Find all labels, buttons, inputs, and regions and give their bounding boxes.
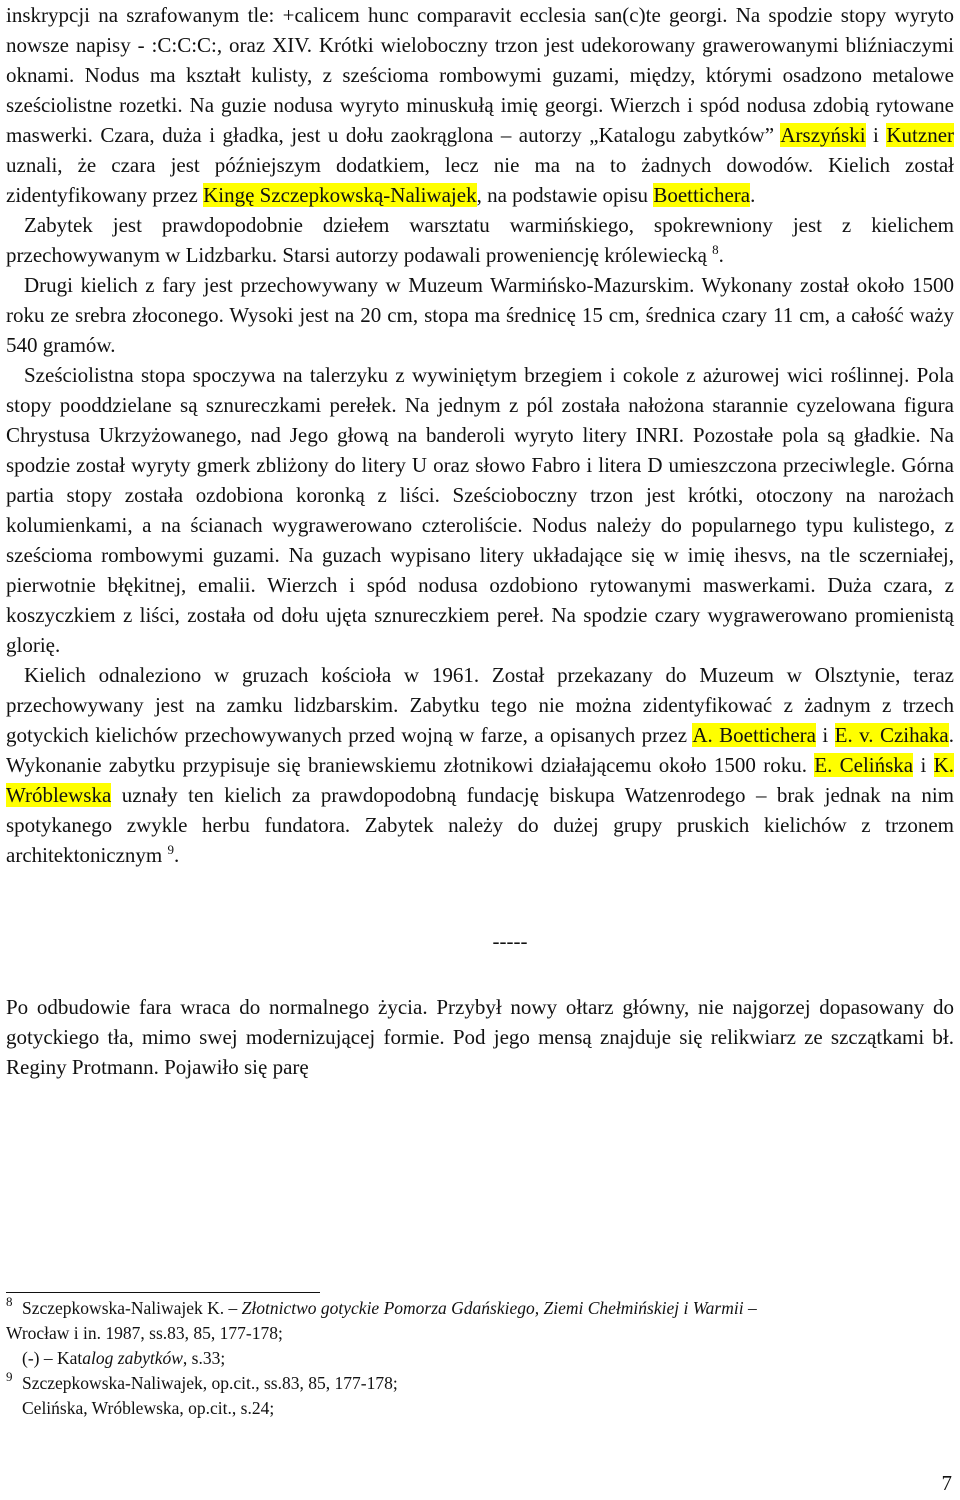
paragraph-chalice-one <box>6 0 954 210</box>
text-run: . <box>750 183 756 207</box>
quoted-title: „Katalogu zabytków” <box>589 123 775 147</box>
footnote-number: 8 <box>6 1294 13 1309</box>
footnote-author: Szczepkowska-Naliwajek K. – <box>22 1298 242 1318</box>
section-separator: ----- <box>492 929 528 953</box>
text-run: . <box>718 243 724 267</box>
text-run: . <box>174 843 180 867</box>
highlighted-name-boetticher: A. Boettichera <box>692 723 816 747</box>
highlighted-name-wroblewska: K. Wróblewska <box>6 753 954 807</box>
footnote-divider <box>6 1292 320 1293</box>
footnote-ref-8[interactable]: 8 <box>712 242 719 257</box>
text-run: i <box>913 753 934 777</box>
highlighted-name-czihak: E. v. Czihaka <box>834 723 949 747</box>
footnote-title: Złotnictwo gotyckie Pomorza Gdańskiego, Ziemi Chełmińskiej i Warmii <box>241 1298 744 1318</box>
footnote-9 <box>6 1371 954 1421</box>
highlighted-name-szczepkowska: Kingę Szczepkowską-Naliwajek <box>203 183 477 207</box>
footnote-continuation: Wrocław i in. 1987, ss.83, 85, 177-178; <box>6 1323 283 1343</box>
footnote-ref-9[interactable]: 9 <box>167 842 175 857</box>
footnote-sub-entry <box>6 1346 954 1371</box>
highlighted-name-kutzner: Kutzner <box>886 123 955 147</box>
text-run: Kielich odnaleziono w gruzach kościoła w 1961. Został przekazany do Muzeum w Olsztynie, teraz przechowywany jest na zamku lidzbarskim. Zabytku tego nie można zidentyfikować z żadnym z trzech gotyckich kielichów przechowywanych przed wojną w farze, a opisanych przez <box>6 663 954 747</box>
text-run: XIV. Krótki wieloboczny trzon jest udekorowany grawerowanymi bliźniaczymi oknami. Nodus ma kształt kulisty, z sześcioma rombowymi guzami, między, którymi osadzono metalowe sześciolistne rozetki. Na guzie nodusa wyryto minuskułą imię georgi. Wierzch i spód nodusa zdobią rytowane maswerki. Czara, duża i gładka, jest u dołu zaokrąglona – autorzy <box>6 33 954 147</box>
text-run: i <box>865 123 887 147</box>
footnote-text <box>6 1296 954 1321</box>
paragraph-chalice-two: Drugi kielich z fary jest przechowywany w Muzeum Warmińsko-Mazurskim. Wykonany został około 1500 roku ze srebra złoconego. Wysoki jest na 20 cm, stopa ma średnicę 15 cm, średnica czary 11 cm, a całość waży 540 gramów. <box>6 273 954 357</box>
page-number: 7 <box>941 1471 952 1495</box>
footnote-number: 9 <box>6 1369 13 1384</box>
text-run: Zabytek jest prawdopodobnie dziełem warsztatu warmińskiego, spokrewniony jest z kielichem przechowywanym w Lidzbarku. Starsi autorzy podawali proweniencję królewiecką <box>6 213 954 267</box>
highlighted-name-boetticher: Boettichera <box>653 183 751 207</box>
paragraph-rebuild: Po odbudowie fara wraca do normalnego życia. Przybył nowy ołtarz główny, nie najgorzej dopasowany do gotyckiego tła, mimo swej modernizującej formie. Pod jego mensą znajduje się relikwiarz ze szczątkami bł. Reginy Protmann. Pojawiło się parę <box>6 995 954 1079</box>
text-run: inskrypcji na szrafowanym tle: +calicem hunc comparavit ecclesia san(c)te georgi. Na spodzie stopy wyryto nowsze napisy - :C:C:C:, oraz <box>6 3 954 57</box>
text-run: , s.33; <box>182 1348 226 1368</box>
footnote-title: alog zabytków <box>82 1348 183 1368</box>
text-run: – <box>743 1298 757 1318</box>
footnote-8 <box>6 1296 954 1371</box>
highlighted-name-celinska: E. Celińska <box>814 753 914 777</box>
document-page <box>6 0 954 1082</box>
text-run: . Wykonanie zabytku przypisuje się braniewskiemu złotnikowi działającemu około 1500 roku. <box>6 723 954 777</box>
footnotes <box>6 1296 954 1421</box>
paragraph-discovery <box>6 660 954 870</box>
text-run: (-) – Kat <box>22 1348 83 1368</box>
paragraph-chalice-description: Sześciolistna stopa spoczywa na talerzyku z wywiniętym brzegiem i cokole z ażurowej wici roślinnej. Pola stopy pooddzielane są sznureczkami perełek. Na jednym z pól została nałożona starannie cyzelowana figura Chrystusa Ukrzyżowanego, nad Jego głową na banderoli wyryto litery INRI. Pozostałe pola są gładkie. Na spodzie został wyryty gmerk zbliżony do litery U oraz słowo Fabro i litera D umieszczona przeciwlegle. Górna partia stopy została ozdobiona koronką z liści. Sześcioboczny trzon jest krótki, otoczony na narożach kolumienkami, a na ścianach wygrawerowano czteroliście. Nodus należy do popularnego typu kulistego, z sześcioma rombowymi guzami. Na guzach wypisano litery układające się w imię ihesvs, na tle sczerniałej, pierwotnie błękitnej, emalii. Wierzch i spód nodusa ozdobiono rytowanymi maswerkami. Duża czara, z koszyczkiem z liści, została od dołu ujęta sznureczkiem pereł. Na spodzie czary wygrawerowano promienistą glorię. <box>6 363 954 657</box>
text-run: , na podstawie opisu <box>476 183 654 207</box>
text-run: uznali, że czara jest późniejszym dodatkiem, lecz nie ma na to żadnych dowodów. Kielich został zidentyfikowany przez <box>6 153 954 207</box>
footnote-text: Szczepkowska-Naliwajek, op.cit., ss.83, 85, 177-178; <box>22 1373 398 1393</box>
paragraph-attribution <box>6 210 954 270</box>
text-run: i <box>815 723 835 747</box>
highlighted-name-arszynski: Arszyński <box>780 123 866 147</box>
text-run: uznały ten kielich za prawdopodobną fundację biskupa Watzenrodego – brak jednak na nim spotykanego zwykle herbu fundatora. Zabytek należy do dużej grupy pruskich kielichów z trzonem architektonicznym <box>6 783 954 867</box>
footnote-text: Celińska, Wróblewska, op.cit., s.24; <box>22 1398 275 1418</box>
